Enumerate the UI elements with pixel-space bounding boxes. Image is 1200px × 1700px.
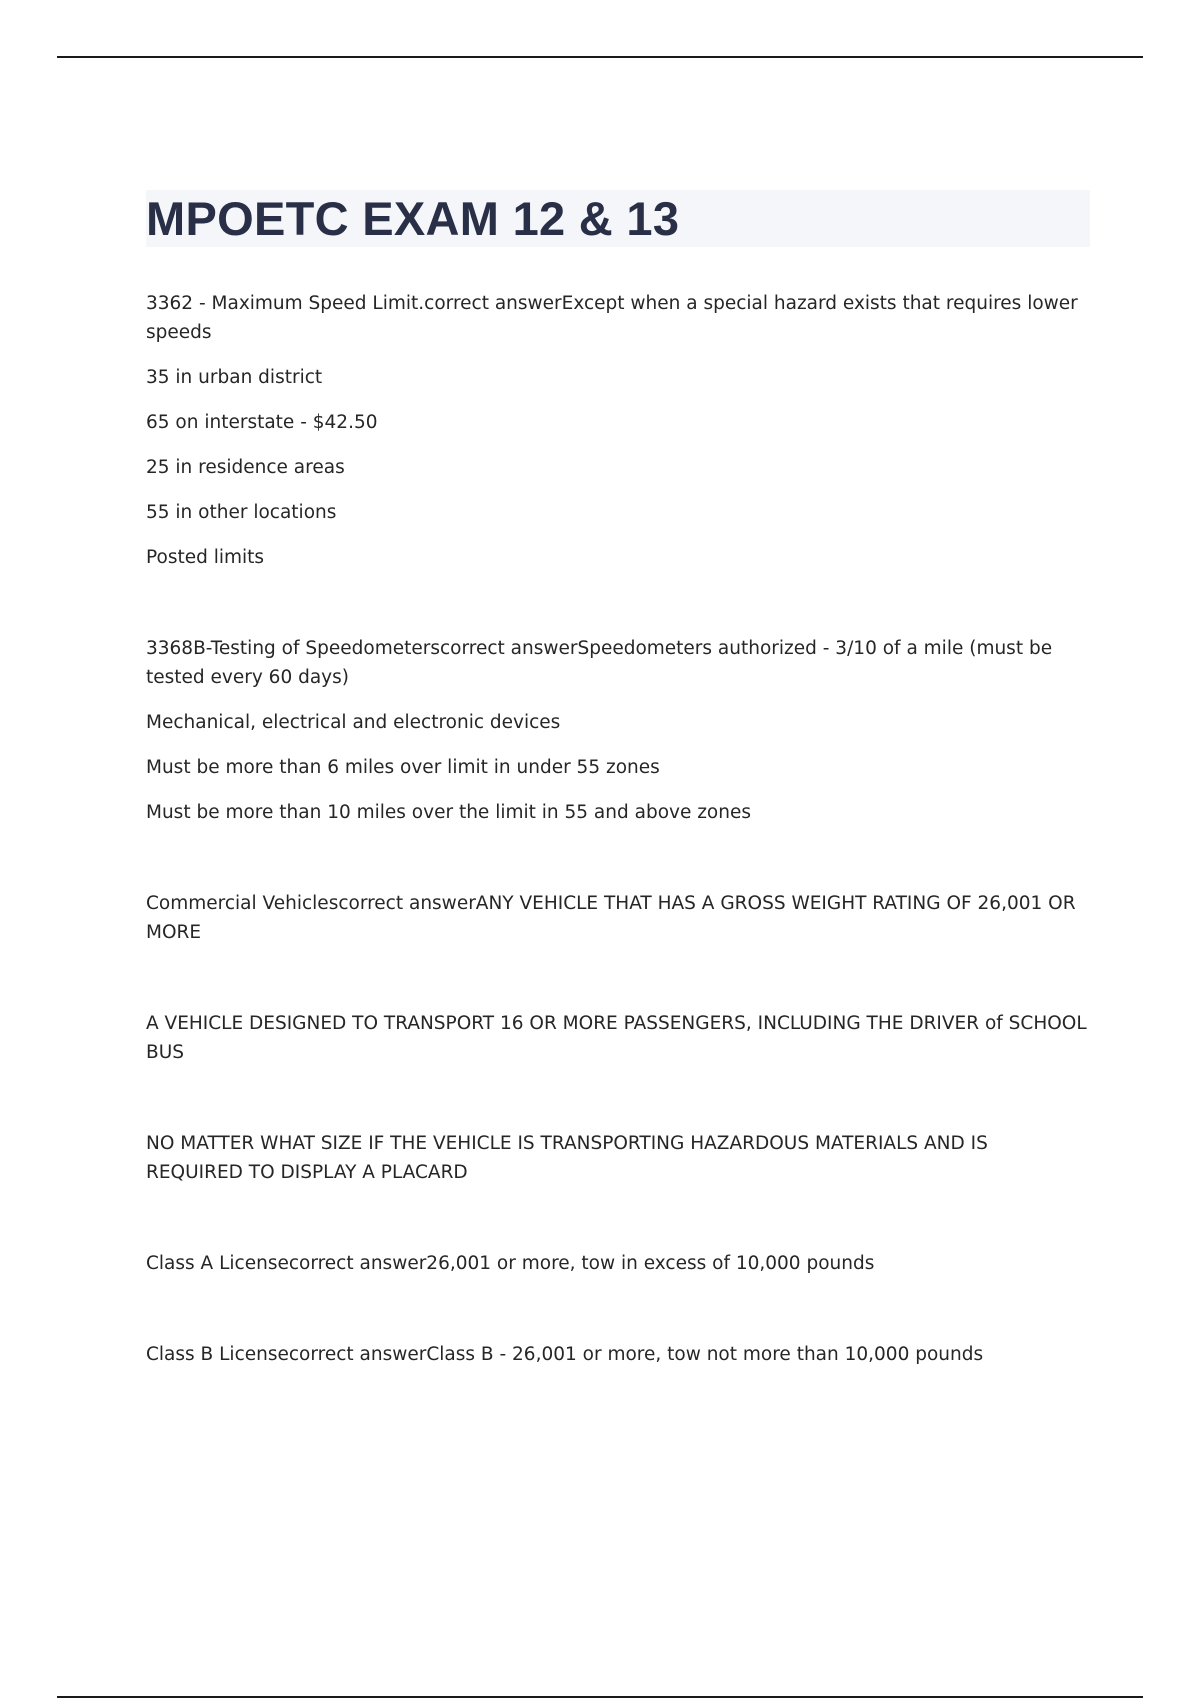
qa-line: Mechanical, electrical and electronic devices	[146, 712, 561, 733]
document-title: MPOETC EXAM 12 & 13	[146, 192, 680, 245]
qa-line: 3368B-Testing of Speedometerscorrect answerSpeedometers authorized - 3/10 of a mile (must be tested every 60 days)	[146, 638, 1053, 688]
qa-item-class-b-license	[146, 1340, 1090, 1369]
qa-item-class-a-license	[146, 1249, 1090, 1278]
top-rule	[57, 56, 1143, 58]
qa-item-passenger-vehicle	[146, 1009, 1090, 1067]
qa-line: Posted limits	[146, 547, 265, 568]
qa-line: A VEHICLE DESIGNED TO TRANSPORT 16 OR MORE PASSENGERS, INCLUDING THE DRIVER of SCHOOL BUS	[146, 1013, 1087, 1063]
qa-line: Must be more than 10 miles over the limit in 55 and above zones	[146, 802, 751, 823]
qa-line: 25 in residence areas	[146, 457, 345, 478]
qa-item-commercial-vehicles	[146, 889, 1090, 947]
title-band	[146, 190, 1090, 247]
qa-line: 35 in urban district	[146, 367, 323, 388]
qa-item-hazardous-materials	[146, 1129, 1090, 1187]
qa-line: Must be more than 6 miles over limit in under 55 zones	[146, 757, 660, 778]
qa-line: Class B Licensecorrect answerClass B - 26,001 or more, tow not more than 10,000 pounds	[146, 1344, 984, 1365]
qa-line: Class A Licensecorrect answer26,001 or more, tow in excess of 10,000 pounds	[146, 1253, 875, 1274]
bottom-rule	[57, 1696, 1143, 1698]
document-body	[146, 190, 1090, 1369]
qa-line: 55 in other locations	[146, 502, 337, 523]
qa-line: NO MATTER WHAT SIZE IF THE VEHICLE IS TRANSPORTING HAZARDOUS MATERIALS AND IS REQUIRED TO DISPLAY A PLACARD	[146, 1133, 988, 1183]
qa-line: 3362 - Maximum Speed Limit.correct answerExcept when a special hazard exists that requires lower speeds	[146, 293, 1078, 343]
qa-line: Commercial Vehiclescorrect answerANY VEHICLE THAT HAS A GROSS WEIGHT RATING OF 26,001 OR MORE	[146, 893, 1076, 943]
qa-item-speedometers	[146, 634, 1090, 827]
qa-item-speed-limit	[146, 289, 1090, 572]
qa-line: 65 on interstate - $42.50	[146, 412, 378, 433]
